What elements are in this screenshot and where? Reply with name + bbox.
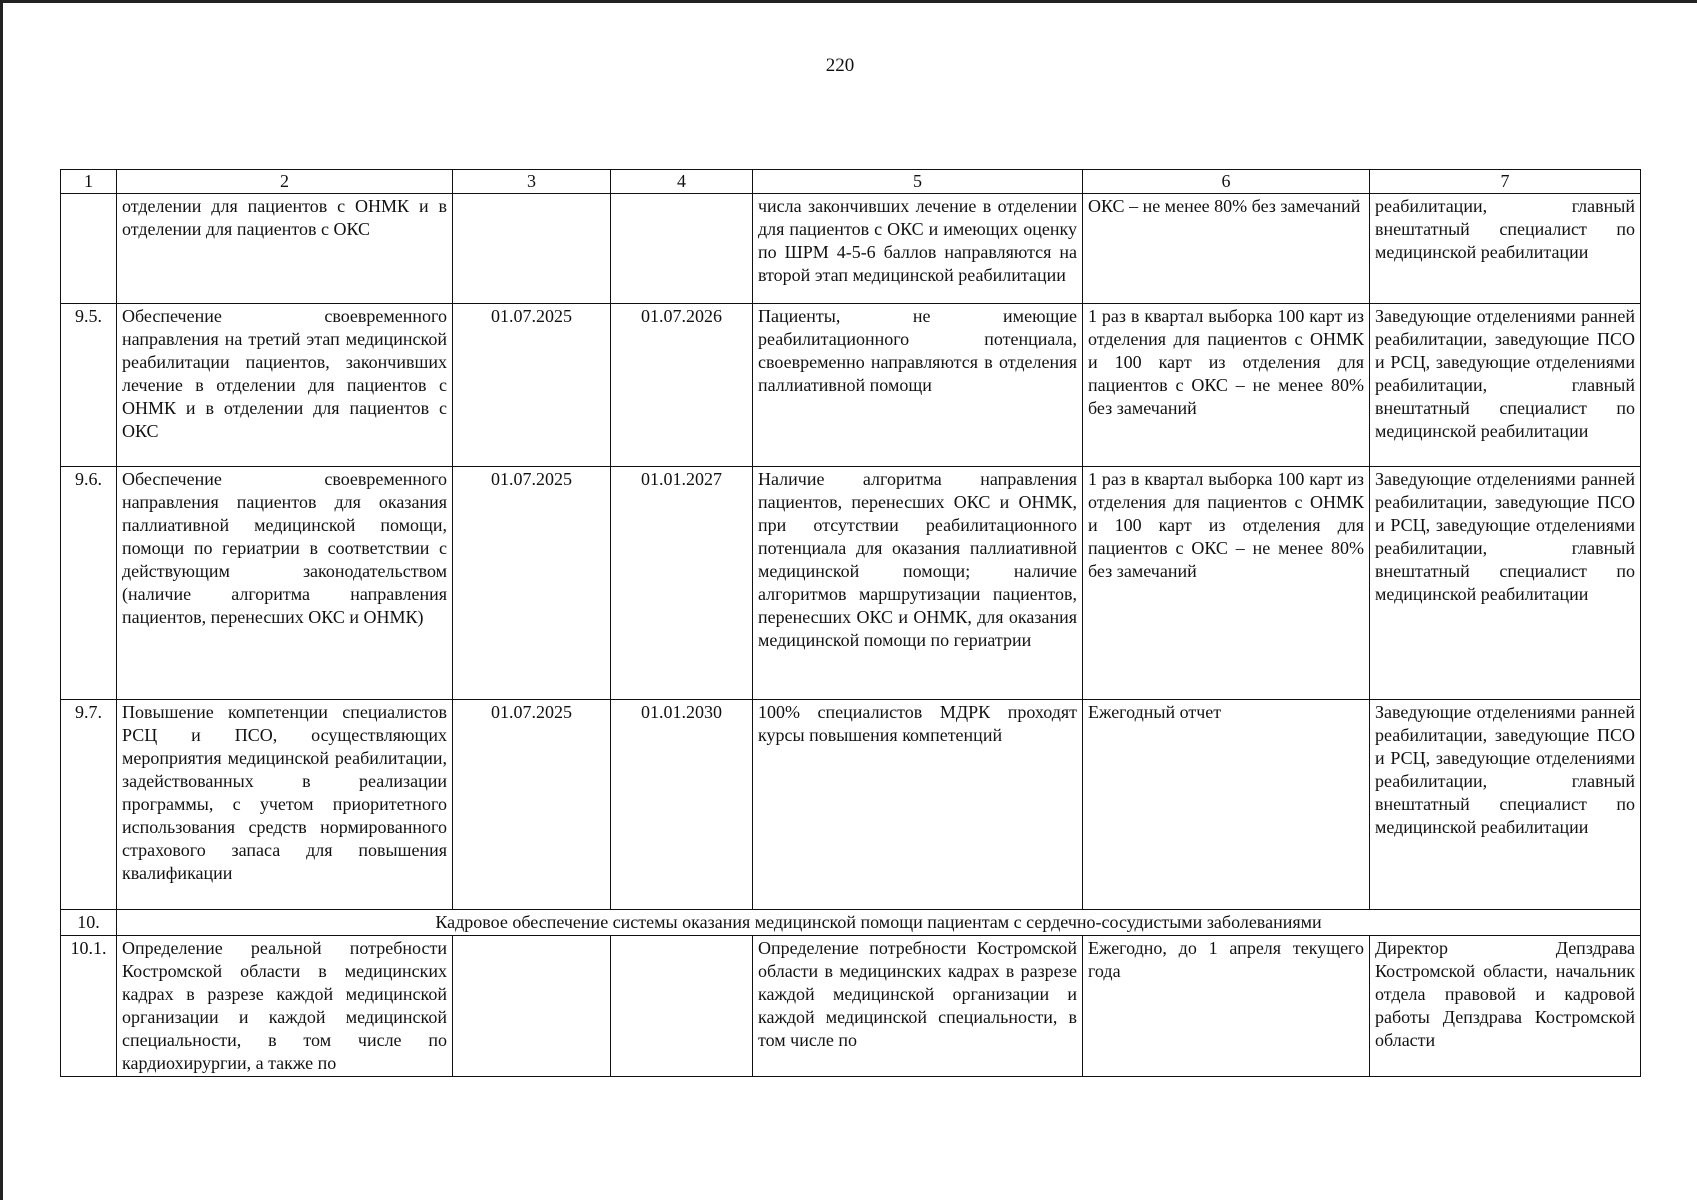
- table-row: [61, 700, 1641, 910]
- responsible-cell: Заведующие отделениями ранней реабилитации, заведующие ПСО и РСЦ, заведующие отделениями реабилитации, главный внештатный специалист по медицинской реабилитации: [1370, 304, 1641, 467]
- start-date-cell: [453, 194, 611, 304]
- table-row: [61, 467, 1641, 700]
- header-col-4: 4: [611, 170, 753, 194]
- page-left-edge: [0, 0, 3, 1200]
- header-col-2: 2: [117, 170, 453, 194]
- measure-cell: Обеспечение своевременного направления пациентов для оказания паллиативной медицинской помощи, помощи по гериатрии в соответствии с действующим законодательством (наличие алгоритма направления пациентов, перенесших ОКС и ОНМК): [117, 467, 453, 700]
- responsible-cell: Директор Депздрава Костромской области, начальник отдела правовой и кадровой работы Депздрава Костромской области: [1370, 936, 1641, 1077]
- result-cell: Определение потребности Костромской области в медицинских кадрах в разрезе каждой медицинской организации и каждой медицинской специальности, в том числе по: [753, 936, 1083, 1077]
- measures-table: [60, 169, 1641, 1077]
- header-col-7: 7: [1370, 170, 1641, 194]
- page-number: 220: [825, 55, 855, 76]
- result-cell: Пациенты, не имеющие реабилитационного потенциала, своевременно направляются в отделения паллиативной помощи: [753, 304, 1083, 467]
- responsible-cell: реабилитации, главный внештатный специалист по медицинской реабилитации: [1370, 194, 1641, 304]
- table-row: [61, 304, 1641, 467]
- measure-cell: Определение реальной потребности Костромской области в медицинских кадрах в разрезе каждой медицинской организации и каждой медицинской специальности, в том числе по кардиохирургии, а также по: [117, 936, 453, 1077]
- page-top-edge: [0, 0, 1697, 3]
- end-date-cell: 01.07.2026: [611, 304, 753, 467]
- row-number: 9.5.: [61, 304, 117, 467]
- header-col-5: 5: [753, 170, 1083, 194]
- control-cell: 1 раз в квартал выборка 100 карт из отделения для пациентов с ОНМК и 100 карт из отделения для пациентов с ОКС – не менее 80% без замечаний: [1083, 467, 1370, 700]
- start-date-cell: 01.07.2025: [453, 700, 611, 910]
- control-cell: ОКС – не менее 80% без замечаний: [1083, 194, 1370, 304]
- responsible-cell: Заведующие отделениями ранней реабилитации, заведующие ПСО и РСЦ, заведующие отделениями реабилитации, главный внештатный специалист по медицинской реабилитации: [1370, 467, 1641, 700]
- row-number: 10.1.: [61, 936, 117, 1077]
- section-number: 10.: [61, 910, 117, 936]
- responsible-cell: Заведующие отделениями ранней реабилитации, заведующие ПСО и РСЦ, заведующие отделениями реабилитации, главный внештатный специалист по медицинской реабилитации: [1370, 700, 1641, 910]
- result-cell: Наличие алгоритма направления пациентов, перенесших ОКС и ОНМК, при отсутствии реабилитационного потенциала для оказания паллиативной медицинской помощи; наличие алгоритмов маршрутизации пациентов, перенесших ОКС и ОНМК, для оказания медицинской помощи по гериатрии: [753, 467, 1083, 700]
- end-date-cell: [611, 194, 753, 304]
- measure-cell: Повышение компетенции специалистов РСЦ и ПСО, осуществляющих мероприятия медицинской реабилитации, задействованных в реализации программы, с учетом приоритетного использования средств нормированного страхового запаса для повышения квалификации: [117, 700, 453, 910]
- measure-cell: Обеспечение своевременного направления на третий этап медицинской реабилитации пациентов, закончивших лечение в отделении для пациентов с ОНМК и в отделении для пациентов с ОКС: [117, 304, 453, 467]
- row-number: 9.7.: [61, 700, 117, 910]
- row-number: 9.6.: [61, 467, 117, 700]
- result-cell: 100% специалистов МДРК проходят курсы повышения компетенций: [753, 700, 1083, 910]
- control-cell: Ежегодный отчет: [1083, 700, 1370, 910]
- measure-cell: отделении для пациентов с ОНМК и в отделении для пациентов с ОКС: [117, 194, 453, 304]
- header-row: [61, 170, 1641, 194]
- header-col-1: 1: [61, 170, 117, 194]
- section-row: [61, 910, 1641, 936]
- end-date-cell: [611, 936, 753, 1077]
- end-date-cell: 01.01.2027: [611, 467, 753, 700]
- start-date-cell: 01.07.2025: [453, 467, 611, 700]
- control-cell: 1 раз в квартал выборка 100 карт из отделения для пациентов с ОНМК и 100 карт из отделения для пациентов с ОКС – не менее 80% без замечаний: [1083, 304, 1370, 467]
- end-date-cell: 01.01.2030: [611, 700, 753, 910]
- control-cell: Ежегодно, до 1 апреля текущего года: [1083, 936, 1370, 1077]
- start-date-cell: [453, 936, 611, 1077]
- result-cell: числа закончивших лечение в отделении для пациентов с ОКС и имеющих оценку по ШРМ 4-5-6 баллов направляются на второй этап медицинской реабилитации: [753, 194, 1083, 304]
- start-date-cell: 01.07.2025: [453, 304, 611, 467]
- row-number: [61, 194, 117, 304]
- header-col-6: 6: [1083, 170, 1370, 194]
- table-row: [61, 936, 1641, 1077]
- section-title: Кадровое обеспечение системы оказания медицинской помощи пациентам с сердечно-сосудистыми заболеваниями: [117, 910, 1641, 936]
- table-row: [61, 194, 1641, 304]
- header-col-3: 3: [453, 170, 611, 194]
